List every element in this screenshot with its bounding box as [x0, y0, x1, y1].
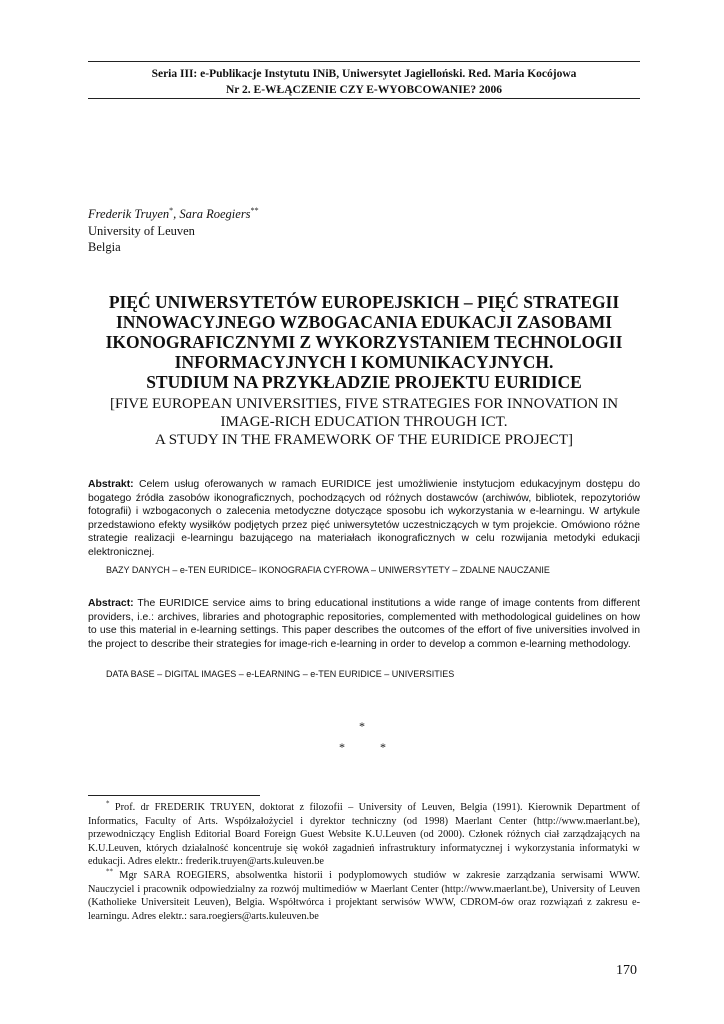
- abstract-pl-text: Celem usług oferowanych w ramach EURIDICE jest umożliwienie instytucjom edukacyjnym dostępu do bogatego źródła zasobów ikonograficznych, pochodzących od różnych dostawców (archiwów, bibliotek, repozytoriów fotografii) i wzbogaconych o zalecenia metodyczne dotyczące sposobu ich wykorzystania w e-learningu. W artykule przedstawiono efekty wysiłków podjętych przez pięć uniwersytetów uczestniczących w tym projekcie. Omówiono różne strategie realizacji e-learningu bazującego na materiałach ikonograficznych w celu rozwijania metodyki edukacji elektronicznej.: [88, 479, 640, 558]
- footnote-rule: [88, 795, 260, 796]
- article-title-polish: [88, 292, 640, 392]
- abstract-en-label: Abstract:: [88, 598, 134, 609]
- title-en-line: [FIVE EUROPEAN UNIVERSITIES, FIVE STRATEGIES FOR INNOVATION IN: [109, 396, 619, 412]
- author-separator: ,: [173, 207, 180, 221]
- footnote-1-mark: *: [106, 799, 110, 808]
- abstract-pl-label: Abstrakt:: [88, 479, 134, 490]
- footnote-2-mark: **: [106, 867, 113, 876]
- abstract-en-text: The EURIDICE service aims to bring educational institutions a wide range of image contents from different providers, i.e.: archives, libraries and photographic repositories, complemented with methodological guidelines on how to use this material in e-learning settings. This paper describes the outcomes of the effort of five universities involved in the project to describe their strategies for image-rich e-learning in order to develop a common e-learning methodology.: [88, 598, 640, 650]
- author-name-2: Sara Roegiers: [179, 207, 251, 221]
- author-names: [88, 206, 259, 223]
- author-name-1: Frederik Truyen: [88, 207, 170, 221]
- header-bottom-rule: [88, 98, 640, 99]
- keywords-polish: BAZY DANYCH – e-TEN EURIDICE– IKONOGRAFIA CYFROWA – UNIWERSYTETY – ZDALNE NAUCZANIE: [106, 565, 550, 575]
- abstract-english: [88, 597, 640, 651]
- title-pl-line: IKONOGRAFICZNYMI Z WYKORZYSTANIEM TECHNOLOGII: [105, 332, 623, 352]
- separator-star-top: *: [359, 719, 365, 733]
- separator-star-left: *: [339, 740, 345, 754]
- title-en-line: IMAGE-RICH EDUCATION THROUGH ICT.: [220, 414, 508, 430]
- title-pl-line: STUDIUM NA PRZYKŁADZIE PROJEKTU EURIDICE: [146, 372, 582, 392]
- author-affiliation: University of Leuven: [88, 223, 195, 238]
- article-title-english: [88, 395, 640, 449]
- footnotes: [88, 801, 640, 923]
- footnote-1-text: Prof. dr FREDERIK TRUYEN, doktorat z filozofii – University of Leuven, Belgia (1991). Kierownik Department of Informatics, Faculty of Arts. Współzałożyciel i dyrektor techniczny (od 1998) Maerlant Center (http://www.maerlant.be), przewodniczący English Editorial Board Foreign Guest Website K.U.Leuven (od 2000). Członek różnych ciał zarządzających na K.U.Leuven, których działalność koncentruje się wokół zagadnień infrastruktury informatycznej i wykorzystania informatyki w edukacji. Adres elektr.: frederik.truyen@arts.kuleuven.be: [88, 802, 640, 868]
- header-top-rule: [88, 61, 640, 62]
- separator-star-right: *: [380, 740, 386, 754]
- keywords-english: DATA BASE – DIGITAL IMAGES – e-LEARNING – e-TEN EURIDICE – UNIVERSITIES: [106, 669, 455, 679]
- running-header: [88, 66, 640, 98]
- title-pl-line: PIĘĆ UNIWERSYTETÓW EUROPEJSKICH – PIĘĆ STRATEGII: [108, 292, 620, 312]
- title-pl-line: INFORMACYJNYCH I KOMUNIKACYJNYCH.: [174, 352, 554, 372]
- page-number: 170: [616, 963, 637, 978]
- header-issue-line: Nr 2. E-WŁĄCZENIE CZY E-WYOBCOWANIE? 2006: [225, 84, 503, 96]
- author-country: Belgia: [88, 240, 121, 254]
- abstract-polish: [88, 478, 640, 560]
- footnote-ref-1[interactable]: *: [169, 205, 174, 215]
- title-en-line: A STUDY IN THE FRAMEWORK OF THE EURIDICE PROJECT]: [154, 432, 574, 448]
- footnote-ref-2[interactable]: **: [250, 205, 259, 215]
- footnote-2-text: Mgr SARA ROEGIERS, absolwentka historii i podyplomowych studiów w zakresie zarządzania serwisami WWW. Nauczyciel i pracownik odpowiedzialny za rozwój multimediów w Maerlant Center (http://www.maerlant.be), University of Leuven (Katholieke Universiteit Leuven), Belgia. Współtwórca i projektant serwisów WWW, CDROM-ów oraz rozwiązań z zakresu e-learningu. Adres elektr.: sara.roegiers@arts.kuleuven.be: [88, 869, 640, 922]
- title-pl-line: INNOWACYJNEGO WZBOGACANIA EDUKACJI ZASOBAMI: [115, 312, 613, 332]
- header-series-line: Seria III: e-Publikacje Instytutu INiB, Uniwersytet Jagielloński. Red. Maria Kocójowa: [151, 68, 577, 80]
- footnote-1: [88, 801, 640, 869]
- footnote-2: [88, 869, 640, 923]
- author-block: [88, 206, 259, 256]
